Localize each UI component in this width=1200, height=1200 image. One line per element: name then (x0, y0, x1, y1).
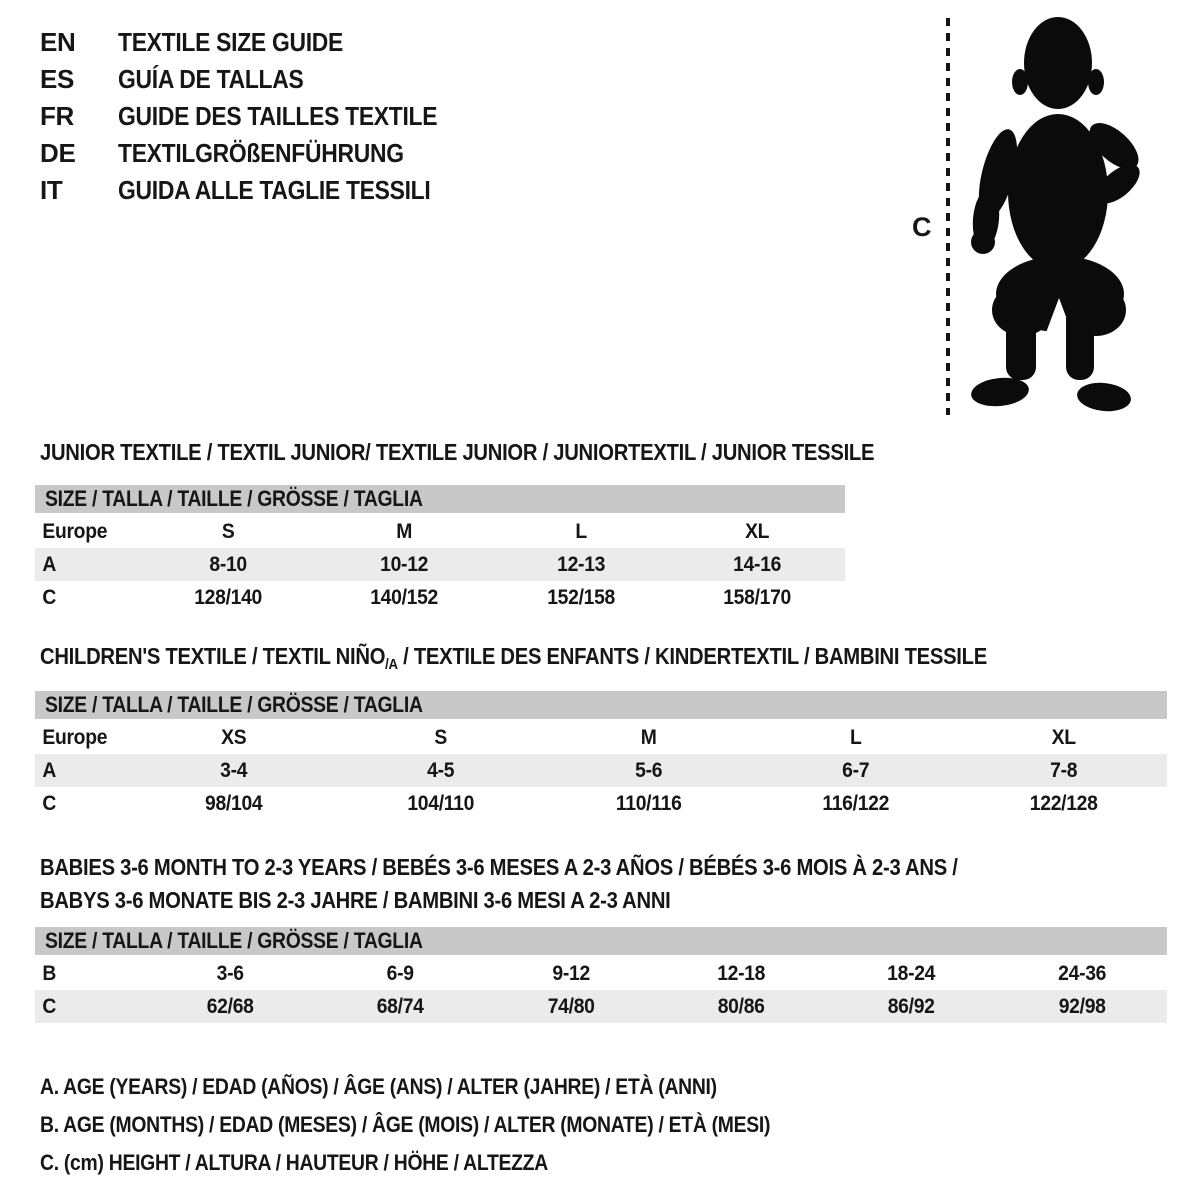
height-dashed-line-icon (946, 18, 950, 415)
babies-size-table (35, 927, 1167, 1023)
language-code: EN (40, 27, 76, 57)
table-cell: 152/158 (546, 586, 615, 609)
language-title: GUIDE DES TAILLES TEXTILE (118, 101, 438, 131)
table-cell: S (221, 520, 235, 543)
table-cell: 158/170 (722, 586, 791, 609)
table-row (35, 548, 845, 581)
table-cell: 7-8 (1049, 759, 1077, 782)
table-cell: 8-10 (209, 553, 247, 576)
language-title: TEXTILGRÖßENFÜHRUNG (118, 138, 404, 168)
row-label: A (42, 759, 57, 782)
footnote-c: C. (cm) HEIGHT / ALTURA / HAUTEUR / HÖHE / ALTEZZA (40, 1150, 548, 1175)
babies-table-rows (35, 957, 1167, 1023)
size-header-bar: SIZE / TALLA / TAILLE / GRÖSSE / TAGLIA (35, 927, 1167, 955)
footnote-a: A. AGE (YEARS) / EDAD (AÑOS) / ÂGE (ANS) / ALTER (JAHRE) / ETÀ (ANNI) (40, 1074, 717, 1099)
table-cell: L (574, 520, 587, 543)
table-cell: 5-6 (634, 759, 663, 782)
language-code: FR (40, 101, 75, 131)
language-row-de (40, 135, 481, 172)
table-row (35, 787, 1167, 820)
height-measure-label: C (912, 212, 932, 242)
table-cell: 86/92 (888, 995, 935, 1018)
size-header-bar: SIZE / TALLA / TAILLE / GRÖSSE / TAGLIA (35, 485, 845, 513)
children-table-rows (35, 721, 1167, 820)
table-cell: 4-5 (427, 759, 455, 782)
table-row (35, 990, 1167, 1023)
title-subscript: /A (385, 656, 398, 673)
measure-footnotes (40, 1068, 870, 1182)
language-row-es (40, 61, 481, 98)
table-cell: 110/116 (615, 792, 682, 815)
table-cell: 18-24 (887, 962, 936, 985)
toddler-silhouette-icon (958, 14, 1142, 418)
row-label: Europe (42, 520, 108, 543)
table-cell: 98/104 (205, 792, 263, 815)
size-header-bar: SIZE / TALLA / TAILLE / GRÖSSE / TAGLIA (35, 691, 1167, 719)
table-cell: 80/86 (717, 995, 765, 1018)
table-row (35, 581, 845, 614)
table-row (35, 515, 845, 548)
table-cell: 9-12 (552, 962, 590, 985)
table-cell: XL (1051, 726, 1076, 749)
language-code: ES (40, 64, 75, 94)
table-cell: 10-12 (380, 553, 429, 576)
row-label: C (42, 792, 57, 815)
children-size-table (35, 691, 1167, 820)
table-cell: M (396, 520, 413, 543)
language-title: TEXTILE SIZE GUIDE (118, 27, 344, 57)
row-label: B (42, 962, 57, 985)
table-cell: 104/110 (407, 792, 475, 815)
table-cell: 140/152 (370, 586, 439, 609)
footnote-b: B. AGE (MONTHS) / EDAD (MESES) / ÂGE (MOIS) / ALTER (MONATE) / ETÀ (MESI) (40, 1112, 771, 1137)
row-label: C (42, 586, 57, 609)
table-row (35, 754, 1167, 787)
table-cell: XL (744, 520, 769, 543)
table-cell: M (640, 726, 657, 749)
language-title-list (40, 24, 481, 209)
table-cell: 74/80 (547, 995, 595, 1018)
junior-table-rows (35, 515, 845, 614)
table-cell: 122/128 (1029, 792, 1098, 815)
table-cell: 62/68 (206, 995, 254, 1018)
table-cell: 6-7 (842, 759, 870, 782)
language-code: IT (40, 175, 63, 205)
row-label: A (42, 553, 57, 576)
table-cell: 12-18 (717, 962, 766, 985)
table-row (35, 957, 1167, 990)
junior-section-title: JUNIOR TEXTILE / TEXTIL JUNIOR/ TEXTILE JUNIOR / JUNIORTEXTIL / JUNIOR TESSILE (40, 439, 875, 465)
language-code: DE (40, 138, 76, 168)
table-cell: L (850, 726, 862, 749)
row-label: C (42, 995, 57, 1018)
table-cell: 3-6 (216, 962, 244, 985)
language-title: GUÍA DE TALLAS (118, 64, 304, 94)
table-cell: 6-9 (386, 962, 415, 985)
language-row-en (40, 24, 481, 61)
language-title: GUIDA ALLE TAGLIE TESSILI (118, 175, 431, 205)
table-cell: 128/140 (194, 586, 263, 609)
row-label: Europe (42, 726, 108, 749)
table-cell: 12-13 (556, 553, 605, 576)
table-cell: S (434, 726, 448, 749)
table-cell: XS (221, 726, 247, 749)
junior-size-table (35, 485, 845, 614)
language-row-it (40, 172, 481, 209)
table-row (35, 721, 1167, 754)
table-cell: 24-36 (1057, 962, 1106, 985)
babies-section-title: BABIES 3-6 MONTH TO 2-3 YEARS / BEBÉS 3-6 MESES A 2-3 AÑOS / BÉBÉS 3-6 MOIS À 2-3 ANS / BABYS 3-6 MONATE BIS 2-3 JAHRE / BAMBINI 3-6 MESI A 2-3 ANNI (40, 854, 958, 913)
table-cell: 92/98 (1058, 995, 1106, 1018)
table-cell: 68/74 (377, 995, 424, 1018)
table-cell: 3-4 (220, 759, 248, 782)
table-cell: 14-16 (732, 553, 781, 576)
children-section-title: CHILDREN'S TEXTILE / TEXTIL $NIÑO_{/A}$ / TEXTILE DES ENFANTS / KINDERTEXTIL / BAMBINI TESSILE (40, 643, 987, 673)
language-row-fr (40, 98, 481, 135)
table-cell: 116/122 (822, 792, 890, 815)
